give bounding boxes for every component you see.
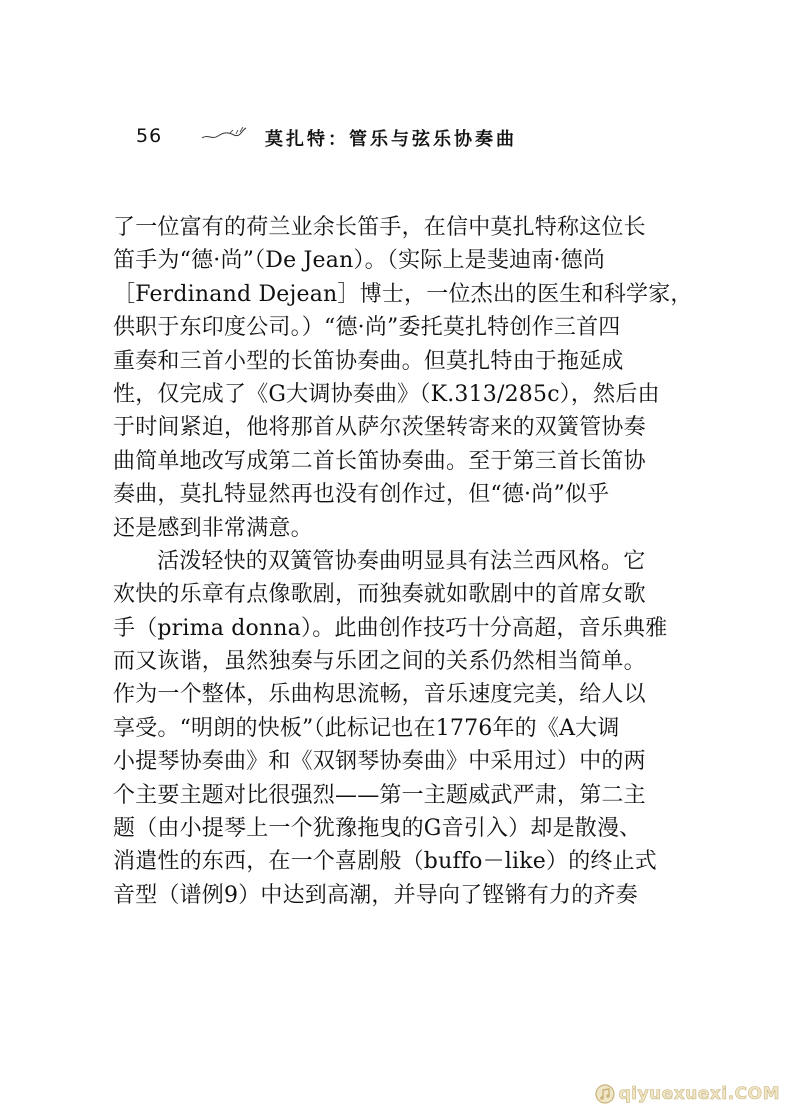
- running-title: 莫扎特：管乐与弦乐协奏曲: [265, 129, 517, 150]
- paragraph-start-line: 活泼轻快的双簧管协奏曲明显具有法兰西风格。它: [157, 548, 646, 574]
- text-line: 重奏和三首小型的长笛协奏曲。但莫扎特由于拖延成: [113, 348, 624, 374]
- text-line: 享受。“明朗的快板”（此标记也在1776年的《A大调: [113, 715, 620, 741]
- text-line: ［Ferdinand Dejean］博士，一位杰出的医生和科学家，: [113, 281, 693, 307]
- text-line: 还是感到非常满意。: [113, 515, 313, 541]
- ornament-icon: [200, 124, 248, 144]
- text-line: 于时间紧迫，他将那首从萨尔茨堡转寄来的双簧管协奏: [113, 415, 646, 441]
- text-line: 奏曲，莫扎特显然再也没有创作过，但“德·尚”似乎: [113, 482, 610, 508]
- text-line: 个主要主题对比很强烈——第一主题威武严肃，第二主: [113, 782, 646, 808]
- watermark-text: qiyuexuexi.COM: [618, 1084, 780, 1104]
- text-line: 消遣性的东西，在一个喜剧般（buffo－like）的终止式: [113, 849, 658, 875]
- text-line: 欢快的乐章有点像歌剧，而独奏就如歌剧中的首席女歌: [113, 582, 646, 608]
- text-line: 作为一个整体，乐曲构思流畅，音乐速度完美，给人以: [113, 682, 646, 708]
- page-number: 56: [136, 125, 163, 147]
- text-line: 曲简单地改写成第二首长笛协奏曲。至于第三首长笛协: [113, 448, 646, 474]
- text-line: 音型（谱例9）中达到高潮，并导向了铿锵有力的齐奏: [113, 882, 638, 908]
- text-line: 手（prima donna）。此曲创作技巧十分高超，音乐典雅: [113, 615, 668, 641]
- body-text: [113, 211, 693, 912]
- text-line: 小提琴协奏曲》和《双钢琴协奏曲》中采用过）中的两: [113, 749, 646, 775]
- text-line: 题（由小提琴上一个犹豫拖曳的G音引入）却是散漫、: [113, 816, 642, 842]
- text-line: 供职于东印度公司。）“德·尚”委托莫扎特创作三首四: [113, 315, 621, 341]
- text-line: 了一位富有的荷兰业余长笛手，在信中莫扎特称这位长: [113, 215, 646, 240]
- text-line: 笛手为“德·尚”（De Jean）。（实际上是斐迪南·德尚: [113, 248, 606, 274]
- text-line: 性，仅完成了《G大调协奏曲》（K.313/285c），然后由: [113, 381, 660, 407]
- site-watermark: [595, 1084, 780, 1104]
- text-line: 而又诙谐，虽然独奏与乐团之间的关系仍然相当简单。: [113, 649, 646, 675]
- music-note-icon: [595, 1084, 615, 1104]
